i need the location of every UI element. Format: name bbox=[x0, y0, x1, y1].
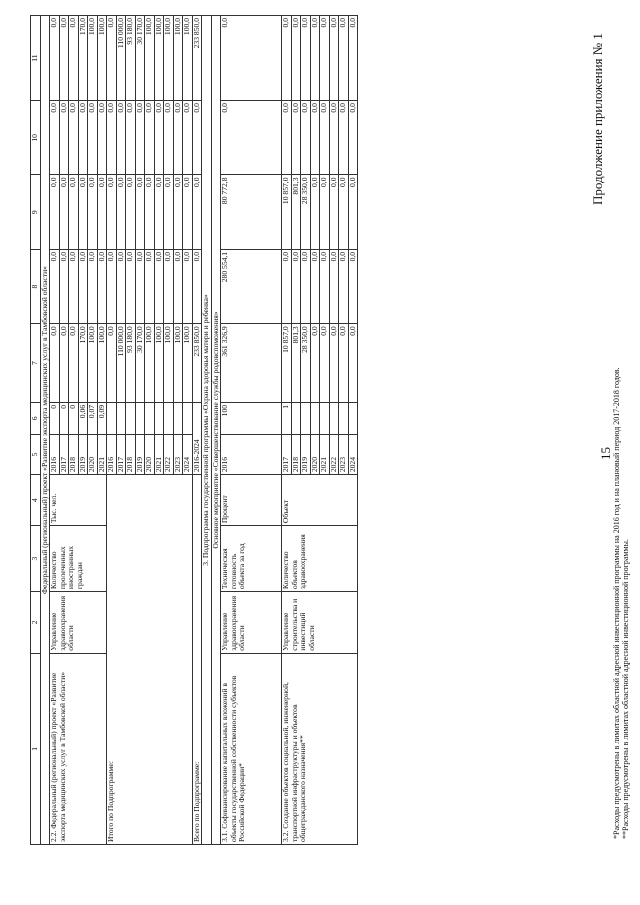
item-name: 2.2. Федеральный (региональный) проект «Развитие экспорта медицинских услуг в Тамбовской области» bbox=[50, 653, 107, 844]
footnote-1: *Расходы предусмотрены в лимитах областной адресной инвестиционной программы на 2016 год и на плановый период 2017-2018 годов. bbox=[612, 367, 621, 839]
table-cell: 0,0 bbox=[348, 324, 358, 403]
col-header: 8 bbox=[31, 249, 41, 323]
table-cell: 0,0 bbox=[145, 175, 155, 249]
continuation-title: Продолжение приложения № 1 bbox=[590, 33, 605, 205]
table-cell: 2022 bbox=[164, 434, 174, 474]
col-header: 3 bbox=[31, 526, 41, 592]
table-cell: 0,0 bbox=[50, 16, 60, 101]
table-cell: 0,0 bbox=[192, 101, 202, 175]
table-cell: 100,0 bbox=[164, 324, 174, 403]
table-cell: 0,0 bbox=[301, 16, 311, 101]
table-cell: 0,0 bbox=[154, 249, 164, 323]
table-cell bbox=[329, 402, 339, 434]
table-cell: 801,3 bbox=[291, 324, 301, 403]
table-cell: 0,0 bbox=[329, 324, 339, 403]
table-cell: 2023 bbox=[339, 434, 349, 474]
col-header: 11 bbox=[31, 16, 41, 101]
table-cell: 0,0 bbox=[78, 101, 88, 175]
table-cell: 0,0 bbox=[339, 249, 349, 323]
table-cell: 0,0 bbox=[135, 101, 145, 175]
table-cell: 0,0 bbox=[320, 249, 330, 323]
table-cell: 0,0 bbox=[164, 101, 174, 175]
table-cell: 2016 bbox=[221, 434, 282, 474]
table-cell: 2024 bbox=[348, 434, 358, 474]
table-cell bbox=[145, 402, 155, 434]
table-cell: 0,06 bbox=[78, 402, 88, 434]
table-cell: 0,0 bbox=[183, 101, 193, 175]
table-cell: 233 850,0 bbox=[192, 324, 202, 403]
table-cell: 0,0 bbox=[282, 101, 292, 175]
table-cell: 0,0 bbox=[291, 101, 301, 175]
table-cell: 0,0 bbox=[154, 101, 164, 175]
table-cell: 80 772,8 bbox=[221, 175, 282, 249]
table-cell: 0,0 bbox=[97, 101, 107, 175]
table-cell: 0,0 bbox=[164, 249, 174, 323]
table-cell: 170,0 bbox=[78, 16, 88, 101]
table-cell: 0,0 bbox=[107, 249, 117, 323]
footnotes bbox=[612, 9, 630, 839]
footnote-2: **Расходы предусмотрены в лимитах областной адресной инвестиционной программы. bbox=[621, 539, 631, 839]
table-cell: 0,0 bbox=[348, 16, 358, 101]
table-cell: 0,0 bbox=[339, 175, 349, 249]
table-cell: 2017 bbox=[282, 434, 292, 474]
table-cell: 0,0 bbox=[348, 101, 358, 175]
table-cell: 0,0 bbox=[154, 175, 164, 249]
table-cell: 0,0 bbox=[221, 101, 282, 175]
item-indicator: Техническая готовность объекта за год bbox=[221, 526, 282, 592]
section-title: Федеральный (региональный) проект «Развитие экспорта медицинских услуг в Тамбовской области» bbox=[40, 16, 50, 845]
table-cell: 0 bbox=[59, 402, 69, 434]
table-cell: 280 554,1 bbox=[221, 249, 282, 323]
table-cell: 1 bbox=[282, 402, 292, 434]
table-cell: 0,0 bbox=[59, 16, 69, 101]
table-cell: 0,0 bbox=[348, 175, 358, 249]
table-cell: 0,0 bbox=[78, 249, 88, 323]
table-cell: 0,0 bbox=[78, 175, 88, 249]
table-cell: 0,0 bbox=[173, 175, 183, 249]
table-cell: 0,0 bbox=[126, 249, 136, 323]
table-cell: 100,0 bbox=[183, 16, 193, 101]
item-indicator: Количество объектов здравоохранения bbox=[282, 526, 358, 592]
table-cell bbox=[301, 402, 311, 434]
table-cell: 0,0 bbox=[50, 249, 60, 323]
table-cell: 0,0 bbox=[88, 249, 98, 323]
table-cell: 0,0 bbox=[348, 249, 358, 323]
item-executor: Управление строительства и инвестиций области bbox=[282, 592, 358, 654]
table-cell: 0,0 bbox=[69, 16, 79, 101]
table-cell bbox=[164, 402, 174, 434]
table-cell: 0,0 bbox=[329, 175, 339, 249]
table-cell: 100,0 bbox=[88, 16, 98, 101]
table-cell: 0,0 bbox=[107, 175, 117, 249]
table-cell: 100,0 bbox=[145, 16, 155, 101]
table-cell: 0,0 bbox=[192, 249, 202, 323]
table-cell: 0,0 bbox=[310, 101, 320, 175]
table-cell: 0,0 bbox=[59, 324, 69, 403]
table-cell: 2019 bbox=[301, 434, 311, 474]
table-cell: 0,0 bbox=[145, 249, 155, 323]
table-cell: 0,0 bbox=[310, 16, 320, 101]
table-cell: 2021 bbox=[320, 434, 330, 474]
table-cell bbox=[291, 402, 301, 434]
table-cell bbox=[135, 402, 145, 434]
section-row bbox=[202, 16, 212, 845]
table-cell: 0,0 bbox=[116, 249, 126, 323]
table-cell: 2017 bbox=[59, 434, 69, 474]
table-cell: 0,0 bbox=[173, 249, 183, 323]
col-header: 2 bbox=[31, 592, 41, 654]
table-cell: 0,0 bbox=[320, 175, 330, 249]
table-cell: 0,0 bbox=[107, 16, 117, 101]
table-cell bbox=[116, 402, 126, 434]
table-cell: 0,0 bbox=[301, 249, 311, 323]
col-header: 6 bbox=[31, 402, 41, 434]
table-cell: 0,0 bbox=[339, 324, 349, 403]
table-cell: 2019 bbox=[78, 434, 88, 474]
table-cell: 10 857,0 bbox=[282, 175, 292, 249]
table-cell: 0,0 bbox=[291, 249, 301, 323]
table-cell: 100 bbox=[221, 402, 282, 434]
table-cell: 0,0 bbox=[59, 249, 69, 323]
table-cell: 0 bbox=[50, 402, 60, 434]
header-row bbox=[31, 16, 41, 845]
table-cell: 2018 bbox=[126, 434, 136, 474]
table-cell: 0,0 bbox=[135, 249, 145, 323]
table-cell: 0,0 bbox=[291, 16, 301, 101]
table-cell: 30 170,0 bbox=[135, 324, 145, 403]
table-cell: 0,0 bbox=[282, 16, 292, 101]
section-title: 3. Подпрограмма государственной программы «Охрана здоровья матери и ребенка» bbox=[202, 16, 212, 845]
vsego-label: Всего по Подпрограмме: bbox=[192, 475, 202, 845]
table-cell: 2020 bbox=[145, 434, 155, 474]
table-cell: 0,0 bbox=[59, 101, 69, 175]
table-cell: 110 000,0 bbox=[116, 324, 126, 403]
table-cell: 0,0 bbox=[329, 249, 339, 323]
table-row bbox=[221, 16, 282, 845]
section-title: Основное мероприятие «Совершенствование службы родовспоможения» bbox=[211, 16, 221, 845]
itogo-label: Итого по Подпрограмме: bbox=[107, 475, 193, 845]
table-cell bbox=[348, 402, 358, 434]
table-cell: 170,0 bbox=[78, 324, 88, 403]
table-cell: 0,0 bbox=[164, 175, 174, 249]
col-header: 4 bbox=[31, 475, 41, 526]
col-header: 10 bbox=[31, 101, 41, 175]
table-cell: 100,0 bbox=[145, 324, 155, 403]
table-cell: 0,0 bbox=[97, 175, 107, 249]
table-cell bbox=[183, 402, 193, 434]
col-header: 1 bbox=[31, 653, 41, 844]
table-cell: 28 350,0 bbox=[301, 175, 311, 249]
table-cell: 0,0 bbox=[135, 175, 145, 249]
table-cell: 0,0 bbox=[192, 175, 202, 249]
table-cell: 100,0 bbox=[88, 324, 98, 403]
table-cell: 100,0 bbox=[173, 324, 183, 403]
table-cell: 0,0 bbox=[221, 16, 282, 101]
table-cell: 0,0 bbox=[320, 16, 330, 101]
table-cell: 0,0 bbox=[107, 101, 117, 175]
table-cell: 0,0 bbox=[69, 249, 79, 323]
table-cell: 93 180,0 bbox=[126, 324, 136, 403]
item-unit: Тыс. чел. bbox=[50, 475, 107, 526]
item-unit: Объект bbox=[282, 475, 358, 526]
table-cell: 100,0 bbox=[154, 16, 164, 101]
col-header: 5 bbox=[31, 434, 41, 474]
table-cell: 100,0 bbox=[173, 16, 183, 101]
table-cell bbox=[107, 402, 117, 434]
table-cell: 110 000,0 bbox=[116, 16, 126, 101]
col-header: 9 bbox=[31, 175, 41, 249]
table-cell: 0,0 bbox=[301, 101, 311, 175]
table-cell: 0,07 bbox=[88, 402, 98, 434]
table-cell: 2024 bbox=[183, 434, 193, 474]
table-cell: 2022 bbox=[329, 434, 339, 474]
table-cell: 0,0 bbox=[126, 101, 136, 175]
table-cell: 0,0 bbox=[183, 175, 193, 249]
table-cell: 0 bbox=[69, 402, 79, 434]
col-header: 7 bbox=[31, 324, 41, 403]
item-unit: Процент bbox=[221, 475, 282, 526]
table-cell: 100,0 bbox=[154, 324, 164, 403]
table-cell: 233 850,0 bbox=[192, 16, 202, 101]
table-cell: 0,0 bbox=[107, 324, 117, 403]
table-cell: 0,0 bbox=[173, 101, 183, 175]
table-cell: 0,0 bbox=[50, 101, 60, 175]
table-cell: 0,0 bbox=[88, 101, 98, 175]
table-cell bbox=[310, 402, 320, 434]
table-cell: 0,0 bbox=[50, 175, 60, 249]
table-cell: 0,09 bbox=[97, 402, 107, 434]
table-cell: 0,0 bbox=[50, 324, 60, 403]
item-name: 3.1. Софинансирование капитальных вложений в объекты государственной собственности субъектов Российской Федерации* bbox=[221, 653, 282, 844]
table-cell: 0,0 bbox=[88, 175, 98, 249]
table-cell: 0,0 bbox=[183, 249, 193, 323]
table-cell: 0,0 bbox=[339, 101, 349, 175]
table-row bbox=[282, 16, 292, 845]
table-cell: 2023 bbox=[173, 434, 183, 474]
table-cell: 0,0 bbox=[116, 175, 126, 249]
table-cell bbox=[320, 402, 330, 434]
table-cell: 0,0 bbox=[339, 16, 349, 101]
table-cell: 0,0 bbox=[329, 101, 339, 175]
item-executor: Управление здравоохранения области bbox=[221, 592, 282, 654]
table-cell bbox=[339, 402, 349, 434]
table-cell bbox=[126, 402, 136, 434]
table-cell: 361 326,9 bbox=[221, 324, 282, 403]
table-cell: 2017 bbox=[116, 434, 126, 474]
table-cell: 2021 bbox=[154, 434, 164, 474]
table-cell: 0,0 bbox=[116, 101, 126, 175]
table-cell: 100,0 bbox=[164, 16, 174, 101]
table-cell: 0,0 bbox=[145, 101, 155, 175]
table-cell: 0,0 bbox=[97, 249, 107, 323]
table-cell: 100,0 bbox=[97, 16, 107, 101]
table-cell: 0,0 bbox=[329, 16, 339, 101]
table-cell: 2016 bbox=[50, 434, 60, 474]
table-cell: 0,0 bbox=[310, 324, 320, 403]
item-indicator: Количество пролеченных иностранных граждан bbox=[50, 526, 107, 592]
table-cell: 2020 bbox=[88, 434, 98, 474]
table-cell bbox=[154, 402, 164, 434]
table-cell: 100,0 bbox=[183, 324, 193, 403]
table-cell bbox=[173, 402, 183, 434]
table-cell: 0,0 bbox=[69, 324, 79, 403]
table-cell: 2018 bbox=[291, 434, 301, 474]
table-cell: 0,0 bbox=[310, 249, 320, 323]
table-cell: 0,0 bbox=[282, 249, 292, 323]
item-executor: Управление здравоохранения области bbox=[50, 592, 107, 654]
table-cell: 0,0 bbox=[310, 175, 320, 249]
table-row bbox=[50, 16, 60, 845]
table-cell: 0,0 bbox=[69, 101, 79, 175]
table-cell: 0,0 bbox=[59, 175, 69, 249]
table-cell: 2021 bbox=[97, 434, 107, 474]
table-cell: 30 170,0 bbox=[135, 16, 145, 101]
table-row bbox=[107, 16, 117, 845]
table-cell: 0,0 bbox=[69, 175, 79, 249]
table-cell: 2018 bbox=[69, 434, 79, 474]
item-name: 3.2. Создание объектов социальной, инженерной, транспортной инфраструктуры и объектов общегражданского назначения** bbox=[282, 653, 358, 844]
table-cell: 0,0 bbox=[320, 101, 330, 175]
table-cell: 0,0 bbox=[320, 324, 330, 403]
table-cell: 93 180,0 bbox=[126, 16, 136, 101]
table-cell: 2019 bbox=[135, 434, 145, 474]
table-cell: 10 857,0 bbox=[282, 324, 292, 403]
table-cell: 0,0 bbox=[126, 175, 136, 249]
vsego-period: 2016-2024 bbox=[192, 402, 202, 474]
page-number: 15 bbox=[598, 447, 613, 460]
table-cell: 28 350,0 bbox=[301, 324, 311, 403]
program-table bbox=[30, 15, 358, 845]
table-cell: 2016 bbox=[107, 434, 117, 474]
table-cell: 2020 bbox=[310, 434, 320, 474]
table-cell: 100,0 bbox=[97, 324, 107, 403]
table-cell: 801,3 bbox=[291, 175, 301, 249]
